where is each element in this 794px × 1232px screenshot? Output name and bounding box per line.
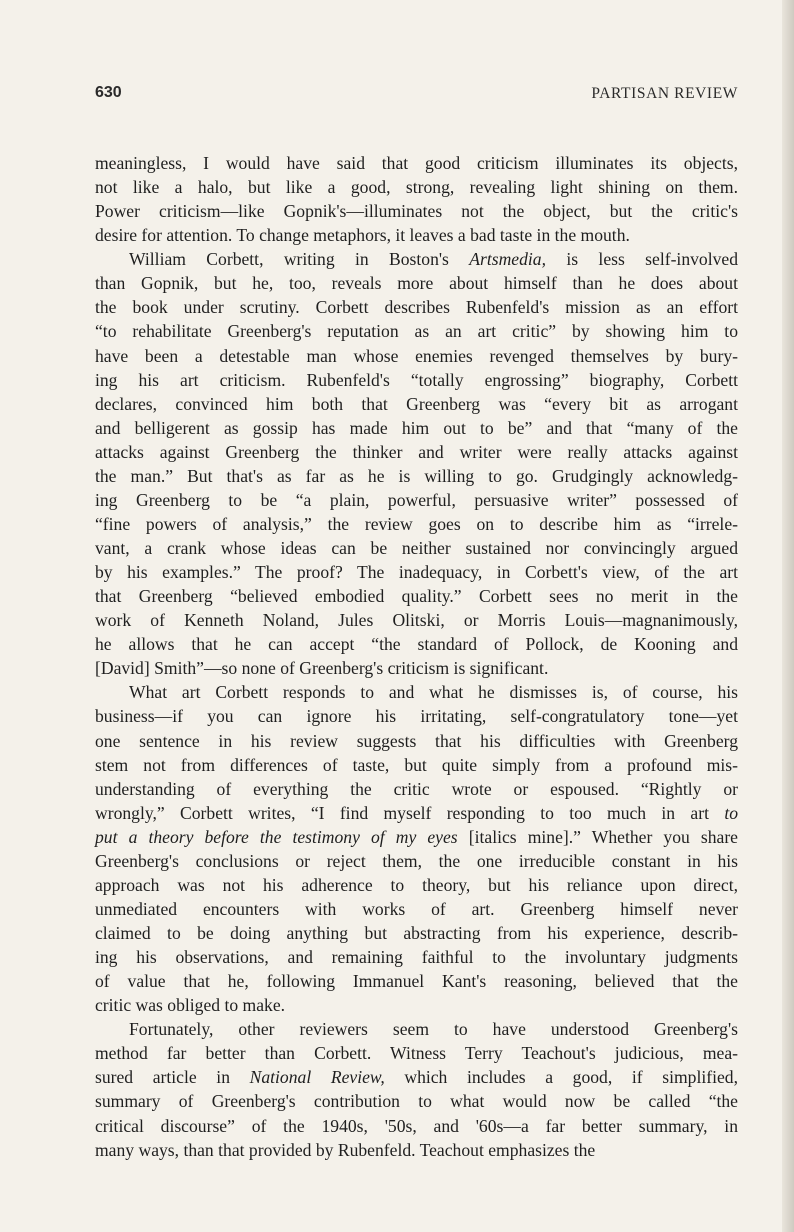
text-run: not like a halo, but like a good, strong, revealing light shining on them. — [95, 177, 738, 198]
text-run: that Greenberg “believed embodied quality.” Corbett sees no merit in the — [95, 586, 738, 607]
text-line — [95, 1114, 738, 1138]
text-run: which includes a good, if simplified, — [384, 1067, 738, 1088]
text-line — [95, 295, 738, 319]
text-run: unmediated encounters with works of art. Greenberg himself never — [95, 898, 738, 919]
page-number: 630 — [95, 84, 122, 101]
text-run: work of Kenneth Noland, Jules Olitski, or Morris Louis—magnanimously, — [95, 610, 738, 631]
text-line — [95, 512, 738, 536]
text-run: stem not from differences of taste, but quite simply from a profound mis- — [95, 754, 738, 775]
italic-text-run: put a theory before the testimony of my eyes — [95, 826, 458, 847]
text-line — [95, 729, 738, 753]
page-header — [95, 84, 738, 108]
text-line — [95, 849, 738, 873]
text-line — [95, 753, 738, 777]
text-line — [95, 247, 738, 271]
text-run: vant, a crank whose ideas can be neither sustained nor convincingly argued — [95, 538, 738, 558]
text-line — [95, 897, 738, 921]
text-line — [95, 1041, 738, 1065]
text-run: of value that he, following Immanuel Kant's reasoning, believed that the — [95, 971, 738, 992]
text-run: method far better than Corbett. Witness Terry Teachout's judicious, mea- — [95, 1043, 738, 1064]
text-line — [95, 969, 738, 993]
text-line — [95, 1138, 738, 1162]
text-run: many ways, than that provided by Rubenfeld. Teachout emphasizes the — [95, 1139, 596, 1160]
text-line — [95, 777, 738, 801]
text-run: approach was not his adherence to theory, but his reliance upon direct, — [95, 874, 738, 895]
text-line — [95, 680, 738, 704]
text-line — [95, 536, 738, 560]
text-line — [95, 921, 738, 945]
text-line — [95, 801, 738, 825]
text-run: the book under scrutiny. Corbett describes Rubenfeld's mission as an effort — [95, 297, 738, 318]
text-run: meaningless, I would have said that good criticism illuminates its objects, — [95, 153, 738, 173]
text-run: business—if you can ignore his irritating, self-congratulatory tone—yet — [95, 706, 738, 727]
text-line — [95, 440, 738, 464]
text-run: is less self-involved — [546, 249, 739, 270]
text-run: attacks against Greenberg the thinker and writer were really attacks against — [95, 441, 738, 462]
text-run: ing his art criticism. Rubenfeld's “totally engrossing” biography, Corbett — [95, 369, 738, 390]
text-line — [95, 704, 738, 728]
text-run: critic was obliged to make. — [95, 995, 286, 1016]
text-run: Power criticism—like Gopnik's—illuminates not the object, but the critic's — [95, 201, 738, 222]
text-line — [95, 464, 738, 488]
text-run: wrongly,” Corbett writes, “I find myself responding to too much in art — [95, 802, 725, 823]
text-run: [David] Smith”—so none of Greenberg's criticism is significant. — [95, 658, 549, 679]
text-line — [95, 368, 738, 392]
text-line — [95, 993, 738, 1017]
text-line — [95, 945, 738, 969]
text-run: he allows that he can accept “the standard of Pollock, de Kooning and — [95, 634, 738, 655]
text-run: have been a detestable man whose enemies revenged themselves by bury- — [95, 345, 738, 366]
text-run: by his examples.” The proof? The inadequacy, in Corbett's view, of the art — [95, 562, 738, 583]
text-line — [95, 319, 738, 343]
text-run: and belligerent as gossip has made him out to be” and that “many of the — [95, 417, 738, 438]
text-run: than Gopnik, but he, too, reveals more about himself than he does about — [95, 273, 738, 294]
italic-text-run: Artsmedia, — [469, 249, 546, 270]
text-run: critical discourse” of the 1940s, '50s, and '60s—a far better summary, in — [95, 1115, 738, 1136]
text-line — [95, 488, 738, 512]
text-line — [95, 1089, 738, 1113]
italic-text-run: to — [724, 802, 738, 823]
text-run: ing his observations, and remaining faithful to the involuntary judgments — [95, 947, 738, 968]
paragraph — [95, 680, 738, 1017]
text-line — [95, 1017, 738, 1041]
text-line — [95, 416, 738, 440]
paragraph — [95, 1017, 738, 1161]
text-run: William Corbett, writing in Boston's — [129, 249, 470, 270]
text-line — [95, 560, 738, 584]
text-line — [95, 199, 738, 223]
text-run: summary of Greenberg's contribution to what would now be called “the — [95, 1091, 738, 1112]
text-run: “fine powers of analysis,” the review goes on to describe him as “irrele- — [95, 513, 738, 534]
paragraph — [95, 247, 738, 680]
text-line — [95, 175, 738, 199]
text-run: desire for attention. To change metaphors, it leaves a bad taste in the mouth. — [95, 225, 630, 246]
text-run: What art Corbett responds to and what he dismisses is, of course, his — [129, 682, 738, 703]
text-run: the man.” But that's as far as he is willing to go. Grudgingly acknowledg- — [95, 465, 738, 486]
text-run: declares, convinced him both that Greenberg was “every bit as arrogant — [95, 393, 738, 414]
text-run: ing Greenberg to be “a plain, powerful, persuasive writer” possessed of — [95, 489, 738, 510]
text-line — [95, 344, 738, 368]
text-line — [95, 223, 738, 247]
text-line — [95, 656, 738, 680]
text-run: Greenberg's conclusions or reject them, the one irreducible constant in his — [95, 850, 738, 871]
text-line — [95, 271, 738, 295]
text-run: “to rehabilitate Greenberg's reputation as an art critic” by showing him to — [95, 321, 738, 342]
text-line — [95, 873, 738, 897]
italic-text-run: National Review, — [249, 1067, 385, 1088]
text-run: sured article in — [95, 1067, 250, 1088]
text-run: [italics mine].” Whether you share — [457, 826, 738, 847]
text-line — [95, 632, 738, 656]
text-line — [95, 1065, 738, 1089]
text-run: claimed to be doing anything but abstracting from his experience, describ- — [95, 923, 738, 943]
text-run: Fortunately, other reviewers seem to have understood Greenberg's — [129, 1019, 738, 1040]
body-text — [95, 151, 738, 1162]
page-edge-shadow — [782, 0, 794, 1232]
text-line — [95, 392, 738, 416]
text-run: understanding of everything the critic wrote or espoused. “Rightly or — [95, 778, 738, 799]
text-line — [95, 825, 738, 849]
paragraph — [95, 151, 738, 247]
text-line — [95, 608, 738, 632]
running-head: PARTISAN REVIEW — [591, 85, 738, 102]
text-line — [95, 151, 738, 175]
text-line — [95, 584, 738, 608]
text-run: one sentence in his review suggests that his difficulties with Greenberg — [95, 730, 738, 751]
